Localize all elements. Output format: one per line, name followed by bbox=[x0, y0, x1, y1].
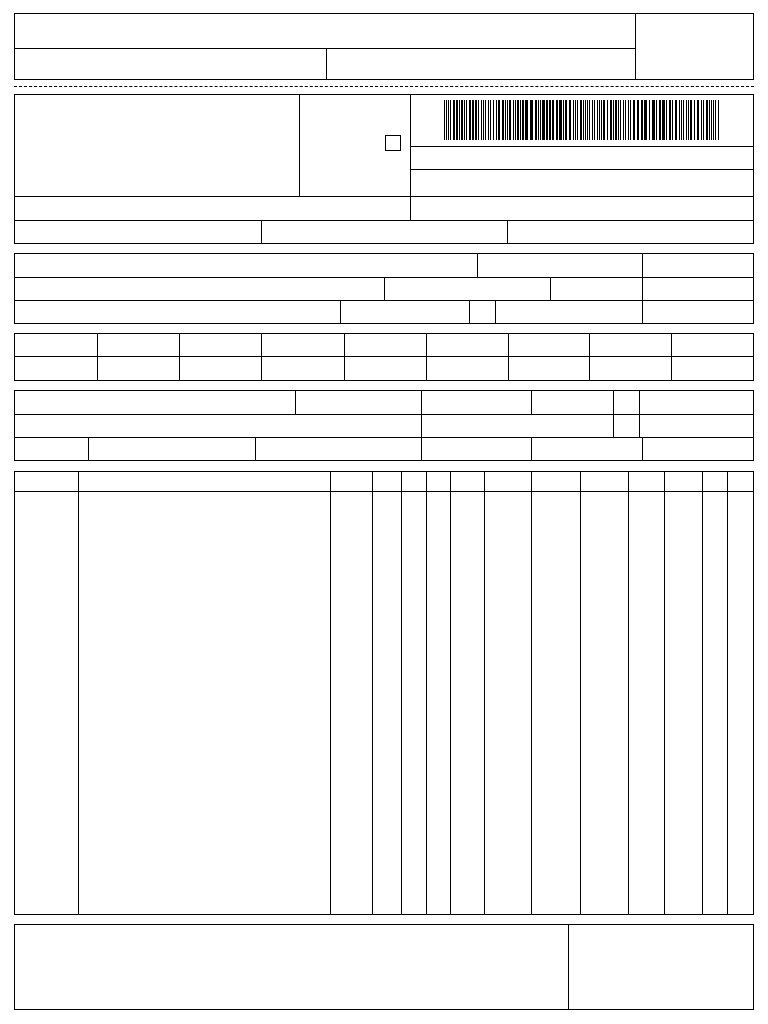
recipient-col-1 bbox=[477, 253, 478, 277]
receipt-mid-divider bbox=[326, 48, 327, 80]
tax-col bbox=[261, 333, 262, 381]
tax-col bbox=[426, 333, 427, 381]
items-col bbox=[450, 471, 451, 915]
recipient-col-3 bbox=[384, 277, 385, 300]
items-table bbox=[14, 471, 754, 915]
recipient-col-4 bbox=[550, 277, 551, 300]
receipt-stub bbox=[14, 13, 754, 80]
transport-col bbox=[531, 390, 532, 414]
barcode-image bbox=[444, 100, 720, 140]
tax-section bbox=[14, 333, 754, 381]
header-row-1 bbox=[14, 196, 754, 197]
items-col bbox=[484, 471, 485, 915]
tax-col bbox=[508, 333, 509, 381]
barcode-row-1 bbox=[410, 146, 754, 147]
tax-row-divider bbox=[14, 356, 754, 357]
tax-col bbox=[344, 333, 345, 381]
tax-col bbox=[179, 333, 180, 381]
transport-col bbox=[255, 437, 256, 461]
transport-col bbox=[421, 390, 422, 461]
issuer-divider bbox=[299, 94, 300, 197]
additional-info-section bbox=[14, 924, 754, 1010]
recipient-col-6 bbox=[469, 300, 470, 324]
items-col bbox=[330, 471, 331, 915]
receipt-right-divider bbox=[635, 13, 636, 80]
items-col bbox=[664, 471, 665, 915]
items-header-divider bbox=[14, 491, 754, 492]
additional-info-divider bbox=[568, 924, 569, 1010]
items-col bbox=[426, 471, 427, 915]
items-col bbox=[78, 471, 79, 915]
transport-col bbox=[639, 390, 640, 437]
transport-row-2 bbox=[14, 437, 754, 438]
items-col bbox=[401, 471, 402, 915]
transport-row-1 bbox=[14, 414, 754, 415]
transport-section bbox=[14, 390, 754, 461]
recipient-col-5 bbox=[340, 300, 341, 324]
transport-col bbox=[531, 437, 532, 461]
cut-line bbox=[14, 86, 754, 87]
barcode-divider bbox=[410, 94, 411, 220]
items-col bbox=[580, 471, 581, 915]
items-col bbox=[628, 471, 629, 915]
receipt-row-divider bbox=[14, 48, 636, 49]
items-col bbox=[372, 471, 373, 915]
barcode-row-2 bbox=[410, 169, 754, 170]
transport-col bbox=[613, 390, 614, 437]
transport-col bbox=[88, 437, 89, 461]
header-col-b bbox=[507, 220, 508, 244]
header-row-2 bbox=[14, 220, 754, 221]
items-col bbox=[702, 471, 703, 915]
tax-col bbox=[589, 333, 590, 381]
entry-exit-checkbox[interactable] bbox=[385, 135, 401, 151]
tax-col bbox=[97, 333, 98, 381]
recipient-col-7 bbox=[495, 300, 496, 324]
items-col bbox=[531, 471, 532, 915]
recipient-col-2 bbox=[642, 253, 643, 324]
items-col bbox=[727, 471, 728, 915]
transport-col bbox=[642, 437, 643, 461]
header-col-a bbox=[261, 220, 262, 244]
recipient-row-2 bbox=[14, 300, 754, 301]
tax-col bbox=[671, 333, 672, 381]
transport-col bbox=[295, 390, 296, 414]
